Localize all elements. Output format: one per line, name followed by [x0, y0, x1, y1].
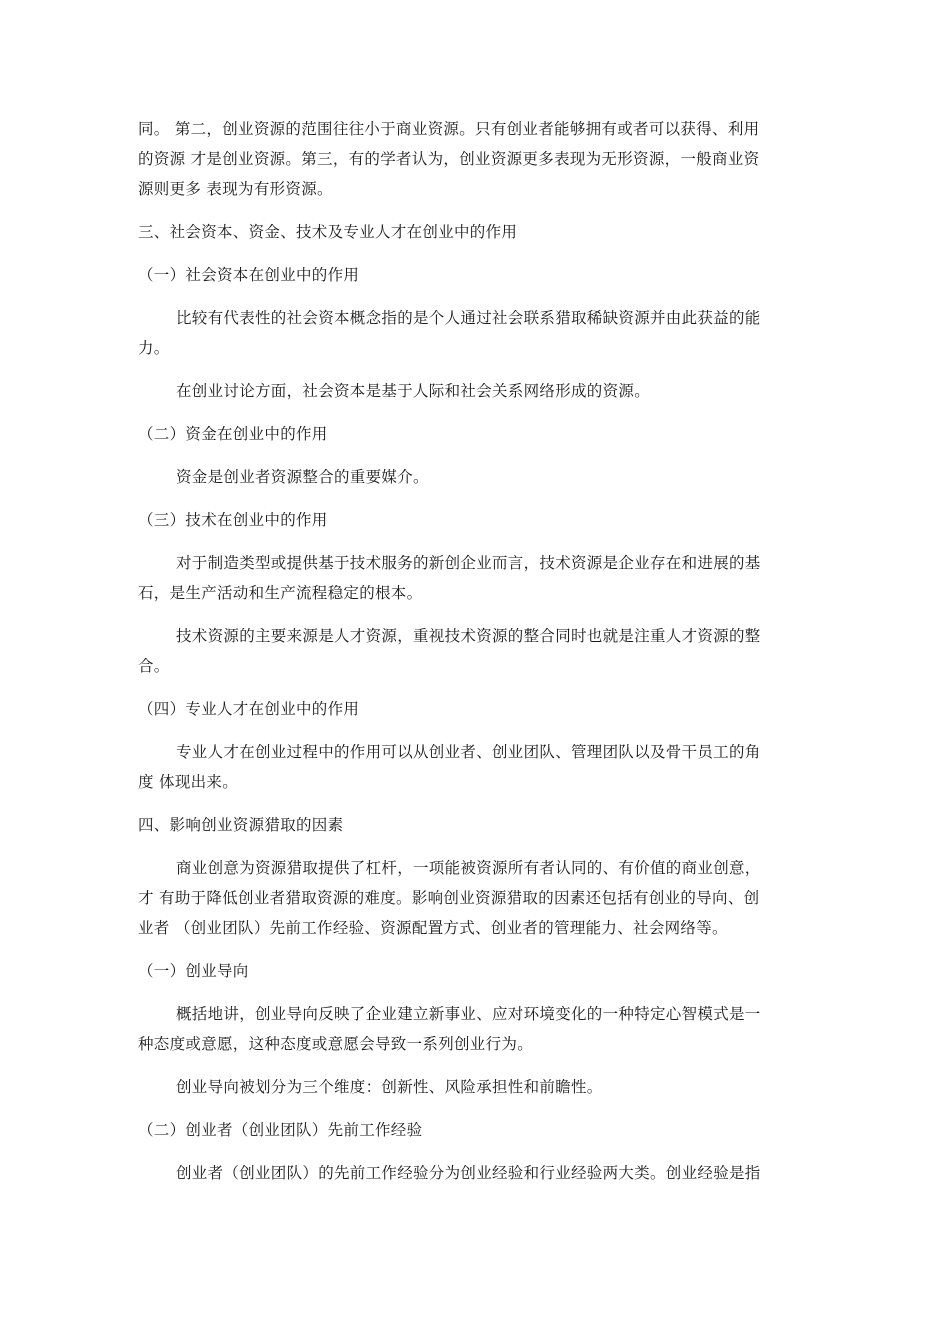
paragraph-spacer — [138, 724, 814, 737]
paragraph-spacer — [138, 681, 814, 694]
section-heading — [138, 260, 814, 290]
paragraph-spacer — [138, 406, 814, 419]
section-heading — [138, 956, 814, 986]
paragraph-spacer — [138, 797, 814, 810]
text-line: 创业导向被划分为三个维度：创新性、风险承担性和前瞻性。 — [176, 1078, 603, 1096]
text-line: 创业者（创业团队）的先前工作经验分为创业经验和行业经验两大类。创业经验是指 — [176, 1164, 761, 1182]
paragraph-spacer — [138, 840, 814, 853]
text-line: 才 有助于降低创业者猎取资源的难度。影响创业资源猎取的因素还包括有创业的导向、创 — [138, 889, 760, 907]
paragraph-spacer — [138, 535, 814, 548]
text-line: 对于制造类型或提供基于技术服务的新创企业而言，技术资源是企业存在和进展的基 — [176, 554, 761, 572]
text-line: 技术资源的主要来源是人才资源，重视技术资源的整合同时也就是注重人才资源的整 — [176, 627, 761, 645]
paragraph-spacer — [138, 1145, 814, 1158]
text-line: 业者 （创业团队）先前工作经验、资源配置方式、创业者的管理能力、社会网络等。 — [138, 919, 728, 937]
text-line: （三）技术在创业中的作用 — [138, 511, 328, 529]
text-line: 资金是创业者资源整合的重要媒介。 — [176, 468, 429, 486]
text-line: 同。 第二，创业资源的范围往往小于商业资源。只有创业者能够拥有或者可以获得、利用 — [138, 120, 760, 138]
text-line: 合。 — [138, 657, 170, 675]
text-line: 在创业讨论方面，社会资本是基于人际和社会关系网络形成的资源。 — [176, 382, 651, 400]
text-line: 四、影响创业资源猎取的因素 — [138, 816, 344, 834]
text-line: （二）创业者（创业团队）先前工作经验 — [138, 1121, 423, 1139]
paragraph-spacer — [138, 492, 814, 505]
paragraph-spacer — [138, 608, 814, 621]
body-paragraph — [138, 114, 814, 204]
section-heading — [138, 810, 814, 840]
section-heading — [138, 419, 814, 449]
body-paragraph — [138, 621, 814, 681]
text-line: 源则更多 表现为有形资源。 — [138, 180, 333, 198]
text-line: （一）社会资本在创业中的作用 — [138, 266, 360, 284]
document-body — [138, 114, 814, 1188]
text-line: 专业人才在创业过程中的作用可以从创业者、创业团队、管理团队以及骨干员工的角 — [176, 743, 761, 761]
text-line: 石，是生产活动和生产流程稳定的根本。 — [138, 584, 423, 602]
text-line: 的资源 才是创业资源。第三，有的学者认为，创业资源更多表现为无形资源，一般商业资 — [138, 150, 760, 168]
section-heading — [138, 505, 814, 535]
text-line: （四）专业人才在创业中的作用 — [138, 700, 360, 718]
body-paragraph — [138, 1072, 814, 1102]
section-heading — [138, 1115, 814, 1145]
paragraph-spacer — [138, 986, 814, 999]
body-paragraph — [138, 1158, 814, 1188]
paragraph-spacer — [138, 1102, 814, 1115]
paragraph-spacer — [138, 363, 814, 376]
text-line: （二）资金在创业中的作用 — [138, 425, 328, 443]
body-paragraph — [138, 737, 814, 797]
paragraph-spacer — [138, 247, 814, 260]
text-line: 三、社会资本、资金、技术及专业人才在创业中的作用 — [138, 223, 518, 241]
paragraph-spacer — [138, 449, 814, 462]
paragraph-spacer — [138, 943, 814, 956]
section-heading — [138, 217, 814, 247]
paragraph-spacer — [138, 1059, 814, 1072]
text-line: 力。 — [138, 339, 170, 357]
body-paragraph — [138, 376, 814, 406]
text-line: 商业创意为资源猎取提供了杠杆，一项能被资源所有者认同的、有价值的商业创意， — [176, 859, 761, 877]
text-line: 度 体现出来。 — [138, 773, 239, 791]
text-line: 种态度或意愿，这种态度或意愿会导致一系列创业行为。 — [138, 1035, 534, 1053]
section-heading — [138, 694, 814, 724]
body-paragraph — [138, 462, 814, 492]
body-paragraph — [138, 853, 814, 943]
text-line: （一）创业导向 — [138, 962, 249, 980]
body-paragraph — [138, 548, 814, 608]
paragraph-spacer — [138, 204, 814, 217]
body-paragraph — [138, 999, 814, 1059]
text-line: 比较有代表性的社会资本概念指的是个人通过社会联系猎取稀缺资源并由此获益的能 — [176, 309, 761, 327]
body-paragraph — [138, 303, 814, 363]
paragraph-spacer — [138, 290, 814, 303]
text-line: 概括地讲，创业导向反映了企业建立新事业、应对环境变化的一种特定心智模式是一 — [176, 1005, 761, 1023]
